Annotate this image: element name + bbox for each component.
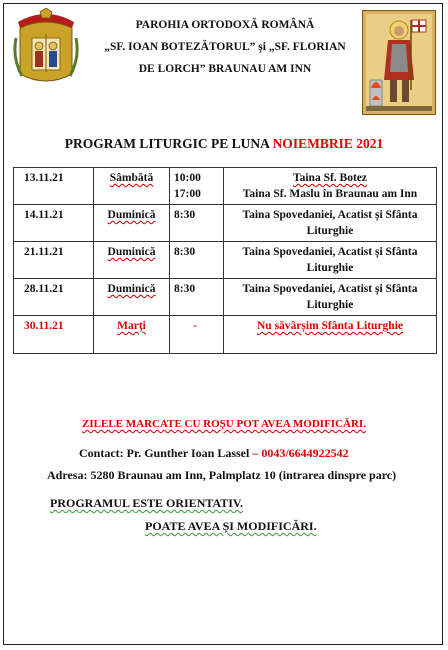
- header: [0, 0, 448, 125]
- saint-florian-icon: [362, 10, 436, 115]
- parish-line-3: DE LORCH” BRAUNAU AM INN: [138, 63, 312, 75]
- orientative-line-1: PROGRAMUL ESTE ORIENTATIV.: [50, 496, 244, 510]
- event-text: Nu săvârșim Sfânta Liturghie: [257, 320, 403, 332]
- day-cell: [94, 205, 170, 242]
- table-row: [14, 168, 437, 205]
- orientative-note: [50, 496, 243, 511]
- day-label: Marți: [117, 320, 146, 332]
- time-value: 17:00: [174, 188, 201, 200]
- contact-line: [79, 446, 349, 461]
- event-cell: [224, 242, 437, 279]
- time-cell: [170, 242, 224, 279]
- time-value: 8:30: [174, 246, 196, 258]
- time-cell: [170, 205, 224, 242]
- contact-label: Contact: Pr. Gunther Ioan Lassel: [79, 446, 250, 460]
- table-row: [14, 279, 437, 316]
- day-cell: [94, 168, 170, 205]
- date-cell: 28.11.21: [14, 279, 94, 316]
- event-cell: [224, 316, 437, 354]
- event-text: Taina Sf. Botez: [292, 172, 367, 184]
- event-cell: [224, 168, 437, 205]
- address-line: Adresa: 5280 Braunau am Inn, Palmplatz 10 (intrarea dinspre parc): [47, 468, 397, 482]
- event-text: Liturghie: [306, 225, 354, 237]
- orthodox-crest-icon: [12, 8, 80, 86]
- title-month: NOIEMBRIE 2021: [272, 136, 384, 151]
- time-value: 10:00: [174, 172, 201, 184]
- time-value: -: [193, 320, 197, 332]
- time-cell: [170, 316, 224, 354]
- notice-label: ZILELE MARCATE CU ROȘU POT AVEA MODIFICĂRI.: [82, 418, 366, 430]
- event-cell: [224, 279, 437, 316]
- schedule-table: [13, 167, 437, 354]
- time-value: 8:30: [174, 209, 196, 221]
- time-value: 8:30: [174, 283, 196, 295]
- day-cell: [94, 242, 170, 279]
- table-row: [14, 242, 437, 279]
- event-cell: [224, 205, 437, 242]
- table-row: [14, 316, 437, 354]
- modifications-note: [145, 519, 317, 534]
- date-cell: 30.11.21: [14, 316, 94, 354]
- day-label: Duminică: [107, 283, 156, 295]
- day-label: Duminică: [107, 209, 156, 221]
- event-text: Taina Spovedaniei, Acatist și Sfânta: [242, 209, 418, 221]
- contact-phone: – 0043/6644922542: [249, 446, 349, 460]
- day-label: Duminică: [107, 246, 156, 258]
- time-cell: [170, 168, 224, 205]
- event-text: Liturghie: [306, 262, 354, 274]
- event-text: Taina Sf. Maslu în Braunau am Inn: [242, 188, 418, 200]
- title-prefix: PROGRAM LITURGIC PE LUNA: [64, 136, 273, 151]
- event-text: Taina Spovedaniei, Acatist și Sfânta: [242, 283, 418, 295]
- event-text: Taina Spovedaniei, Acatist și Sfânta: [242, 246, 418, 258]
- day-label: Sâmbătă: [109, 172, 154, 184]
- day-cell: [94, 279, 170, 316]
- time-cell: [170, 279, 224, 316]
- day-cell: [94, 316, 170, 354]
- parish-line-1: PAROHIA ORTODOXĂ ROMÂNĂ: [135, 19, 315, 31]
- notice-text: [0, 418, 448, 430]
- date-cell: 13.11.21: [14, 168, 94, 205]
- date-cell: 21.11.21: [14, 242, 94, 279]
- orientative-line-2: POATE AVEA ȘI MODIFICĂRI.: [145, 519, 317, 533]
- parish-name: [95, 14, 355, 80]
- page-title: [0, 136, 448, 152]
- date-cell: 14.11.21: [14, 205, 94, 242]
- table-row: [14, 205, 437, 242]
- parish-line-2: „SF. IOAN BOTEZĂTORUL” și „SF. FLORIAN: [104, 41, 346, 53]
- event-text: Liturghie: [306, 299, 354, 311]
